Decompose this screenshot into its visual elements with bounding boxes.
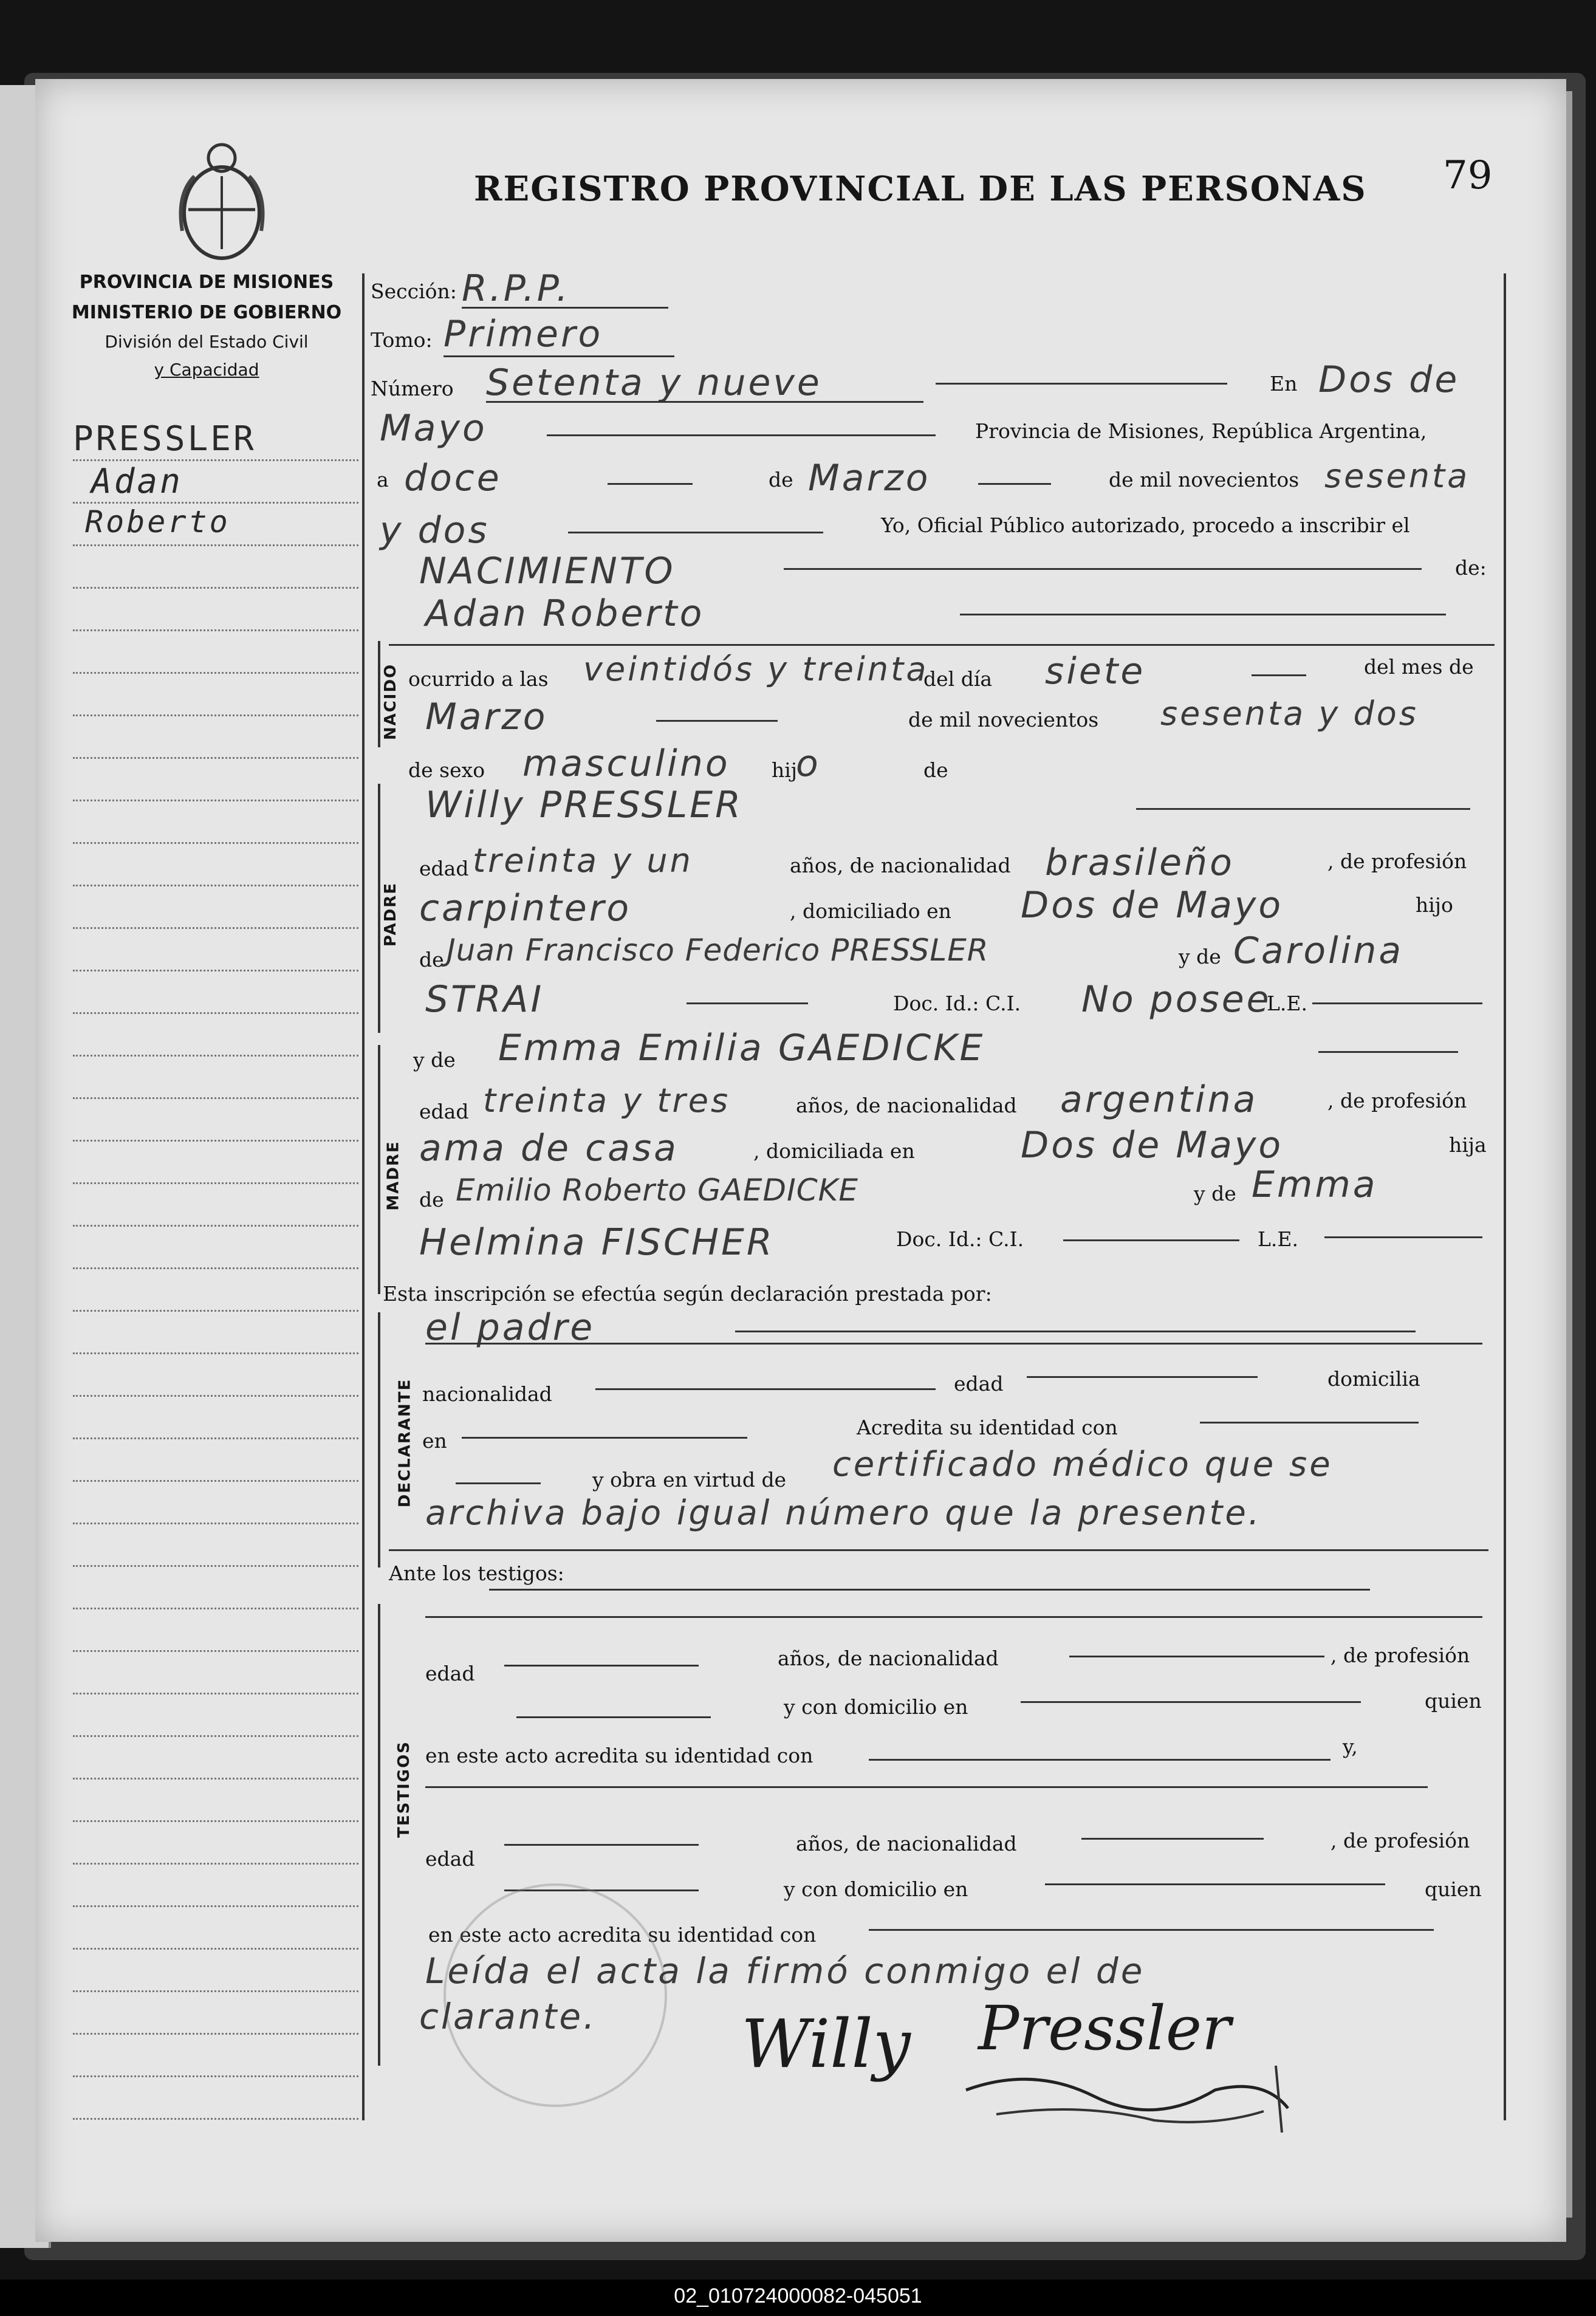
ocurrido-label: ocurrido a las xyxy=(408,667,549,691)
declarante-domicilia-label: domicilia xyxy=(1327,1367,1420,1391)
declarante-rule-2 xyxy=(425,1343,1482,1345)
margin-rule xyxy=(73,1565,358,1567)
month-rule xyxy=(978,483,1051,485)
testigo-2-edad-rule xyxy=(504,1844,699,1846)
padre-dom-label: , domiciliado en xyxy=(790,899,951,923)
margin-rule xyxy=(73,1437,358,1439)
madre-section-label: MADRE xyxy=(384,1140,403,1211)
testigo-2-prof-label: , de profesión xyxy=(1331,1829,1470,1852)
numero-rule xyxy=(486,401,923,403)
margin-rule xyxy=(73,1395,358,1397)
madre-mother-value: Emma xyxy=(1252,1163,1378,1206)
madre-y-de-label-2: y de xyxy=(1194,1182,1236,1205)
coat-of-arms-icon xyxy=(170,134,273,267)
testigo-2-dom-label: y con domicilio en xyxy=(784,1877,968,1901)
year-value: sesenta xyxy=(1324,457,1470,495)
declarante-en-rule xyxy=(462,1437,747,1439)
mother-surname-rule xyxy=(687,1002,808,1004)
testigo-1-edad-rule xyxy=(504,1665,699,1667)
birth-time-value: veintidós y treinta xyxy=(583,650,929,688)
testigo-1-rule xyxy=(425,1616,1482,1618)
margin-rule xyxy=(73,459,358,461)
padre-section-label: PADRE xyxy=(382,882,400,947)
margin-rule xyxy=(73,714,358,716)
declarante-nac-label: nacionalidad xyxy=(422,1382,552,1406)
madre-nac-label: años, de nacionalidad xyxy=(796,1094,1017,1117)
madre-edad-value: treinta y tres xyxy=(483,1081,731,1120)
margin-rule xyxy=(73,2118,358,2120)
padre-mother-value: Carolina xyxy=(1233,930,1404,972)
margin-rule xyxy=(73,1097,358,1099)
tomo-value: Primero xyxy=(444,313,603,355)
father-name-rule xyxy=(1136,808,1470,810)
mother-name-rule xyxy=(1318,1051,1458,1053)
padre-le-label: L.E. xyxy=(1267,992,1307,1015)
padre-doc-label: Doc. Id.: C.I. xyxy=(893,992,1021,1015)
declarante-value: el padre xyxy=(425,1306,595,1349)
signature-flourish xyxy=(960,2054,1300,2139)
margin-rule xyxy=(73,1267,358,1269)
testigo-2-quien-label: quien xyxy=(1425,1877,1482,1901)
padre-nac-label: años, de nacionalidad xyxy=(790,854,1011,877)
madre-prof-value: ama de casa xyxy=(419,1127,679,1170)
padre-prof-value: carpintero xyxy=(419,887,632,930)
testigos-intro: Ante los testigos: xyxy=(389,1561,564,1585)
nacido-section-label: NACIDO xyxy=(382,663,400,741)
margin-rule xyxy=(73,1480,358,1482)
declarante-nac-rule xyxy=(595,1388,936,1390)
tomo-label: Tomo: xyxy=(371,328,433,352)
madre-father-value: Emilio Roberto GAEDICKE xyxy=(456,1173,859,1208)
acto-rule xyxy=(784,568,1422,570)
madre-y-de-label: y de xyxy=(413,1048,456,1072)
day-rule xyxy=(1252,674,1306,676)
testigos-bracket xyxy=(378,1604,389,2066)
padre-edad-label: edad xyxy=(419,857,469,880)
a-label: a xyxy=(377,468,389,492)
testigo-1-nac-rule xyxy=(1069,1656,1324,1657)
numero-label: Número xyxy=(371,377,454,400)
margin-rule xyxy=(73,1693,358,1694)
testigo-1-y-label: y, xyxy=(1343,1735,1358,1758)
ministry-name: MINISTERIO DE GOBIERNO xyxy=(71,302,342,323)
margin-rule xyxy=(73,1352,358,1354)
sexo-value: masculino xyxy=(522,742,730,785)
declarante-section-label: DECLARANTE xyxy=(396,1378,414,1508)
margin-rule xyxy=(73,587,358,589)
testigo-1-dom-label: y con domicilio en xyxy=(784,1695,968,1719)
declarante-intro: Esta inscripción se efectúa según declaración prestada por: xyxy=(383,1282,992,1306)
testigo-2-nac-label: años, de nacionalidad xyxy=(796,1832,1017,1855)
register-title: REGISTRO PROVINCIAL DE LAS PERSONAS xyxy=(474,169,1367,209)
testigo-1-quien-label: quien xyxy=(1425,1689,1482,1713)
official-stamp xyxy=(444,1883,667,2107)
testigo-2-dom-rule xyxy=(1045,1883,1385,1885)
margin-rule xyxy=(73,1055,358,1057)
numero-rule-2 xyxy=(936,383,1227,385)
madre-doc-rule xyxy=(1063,1239,1239,1241)
registrant-rule xyxy=(960,614,1446,615)
testigo-1-edad-label: edad xyxy=(425,1662,475,1685)
nacido-top-rule xyxy=(389,644,1495,646)
testigo-2-nac-rule xyxy=(1081,1838,1264,1840)
padre-father-value: Juan Francisco Federico PRESSLER xyxy=(447,933,989,968)
declarante-obra-value-2: archiva bajo igual número que la presente. xyxy=(425,1493,1262,1533)
margin-rule xyxy=(73,800,358,801)
registrant-name: Adan Roberto xyxy=(425,592,705,635)
sexo-label: de sexo xyxy=(408,758,485,782)
padre-mother-surname: STRAI xyxy=(425,978,544,1021)
declarante-edad-rule xyxy=(1027,1376,1258,1378)
day-value: doce xyxy=(404,457,502,499)
margin-rule xyxy=(73,502,358,504)
padre-prof-label: , de profesión xyxy=(1327,849,1467,873)
testigo-1-acredita-rule xyxy=(869,1759,1331,1761)
margin-rule xyxy=(73,544,358,546)
margin-rule xyxy=(73,1310,358,1312)
margin-given-name-1: Adan xyxy=(91,462,183,501)
margin-surname: PRESSLER xyxy=(73,419,256,459)
mil-label-2: de mil novecientos xyxy=(908,708,1099,731)
testigo-2-rule xyxy=(425,1786,1428,1788)
month-value: Marzo xyxy=(808,457,931,499)
testigo-2-acredita-label: en este acto acredita su identidad con xyxy=(428,1923,817,1947)
del-dia-label: del día xyxy=(923,667,993,691)
madre-mother-value-2: Helmina FISCHER xyxy=(419,1221,775,1264)
page-number: 79 xyxy=(1443,153,1493,198)
testigos-rule xyxy=(489,1589,1370,1591)
oficial-text: Yo, Oficial Público autorizado, procedo a inscribir el xyxy=(881,513,1410,537)
margin-rule xyxy=(73,2033,358,2035)
margin-rule xyxy=(73,1650,358,1652)
margin-rule xyxy=(73,1990,358,1992)
mil-label: de mil novecientos xyxy=(1109,468,1300,492)
closing-line-1: Leída el acta la firmó conmigo el de xyxy=(425,1950,1145,1992)
margin-rule xyxy=(73,1012,358,1014)
closing-line-2: clarante. xyxy=(419,1996,597,2037)
madre-doc-label: Doc. Id.: C.I. xyxy=(896,1227,1024,1251)
testigo-1-prof-label: , de profesión xyxy=(1331,1643,1470,1667)
place-value-2: Mayo xyxy=(380,407,487,450)
margin-rule xyxy=(73,629,358,631)
declarant-signature: Willy xyxy=(741,2005,911,2083)
seccion-value: R.P.P. xyxy=(462,267,570,310)
acto-value: NACIMIENTO xyxy=(419,550,676,592)
margin-rule xyxy=(73,1608,358,1609)
declarante-acredita-label: Acredita su identidad con xyxy=(857,1416,1118,1439)
testigos-top-rule xyxy=(389,1549,1488,1551)
month-rule xyxy=(656,720,778,722)
margin-rule xyxy=(73,757,358,759)
declarante-obra-label: y obra en virtud de xyxy=(592,1468,787,1492)
hijo-label: hij xyxy=(772,758,798,782)
province-text: Provincia de Misiones, República Argentina, xyxy=(975,419,1427,443)
padre-edad-value: treinta y un xyxy=(473,841,693,880)
testigo-1-prof-rule xyxy=(516,1716,711,1718)
margin-rule xyxy=(73,1523,358,1524)
tomo-rule xyxy=(444,355,674,357)
margin-rule xyxy=(73,1948,358,1950)
issuer-block xyxy=(61,267,352,384)
de-label-2: de xyxy=(923,758,948,782)
madre-prof-label: , de profesión xyxy=(1327,1089,1467,1112)
division-name: División del Estado Civil xyxy=(104,332,309,352)
mother-name: Emma Emilia GAEDICKE xyxy=(498,1027,985,1069)
declarante-bracket xyxy=(378,1312,389,1567)
numero-value: Setenta y nueve xyxy=(486,361,822,404)
madre-edad-label: edad xyxy=(419,1100,469,1123)
testigo-1-nac-label: años, de nacionalidad xyxy=(778,1646,999,1670)
madre-de-label: de xyxy=(419,1188,444,1211)
testigo-2-edad-label: edad xyxy=(425,1847,475,1871)
padre-y-de-label: y de xyxy=(1179,945,1221,968)
margin-given-name-2: Roberto xyxy=(85,504,230,540)
de-label: de xyxy=(769,468,793,492)
margin-rule xyxy=(73,1820,358,1822)
testigo-1-acredita-label: en este acto acredita su identidad con xyxy=(425,1744,813,1767)
en-label: En xyxy=(1270,372,1298,396)
madre-le-label: L.E. xyxy=(1258,1227,1298,1251)
declarante-short-rule xyxy=(456,1482,541,1484)
seccion-rule xyxy=(462,307,668,309)
year-rule xyxy=(568,532,823,533)
madre-nac-value: argentina xyxy=(1060,1078,1258,1121)
declarante-acredita-rule xyxy=(1200,1422,1419,1424)
margin-rule xyxy=(73,1140,358,1142)
year-value-2: y dos xyxy=(380,509,490,552)
day-rule xyxy=(608,483,693,485)
declarante-edad-label: edad xyxy=(954,1372,1004,1396)
father-name: Willy PRESSLER xyxy=(425,784,743,826)
margin-rule xyxy=(73,927,358,929)
archive-file-id: 02_010724000082-045051 xyxy=(674,2284,922,2307)
official-signature: Pressler xyxy=(978,1993,1231,2064)
birth-day-value: siete xyxy=(1045,650,1146,693)
padre-de-label: de xyxy=(419,948,444,971)
margin-rule xyxy=(73,1225,358,1227)
margin-rule xyxy=(73,970,358,971)
margin-rule xyxy=(73,2075,358,2077)
madre-dom-label: , domiciliada en xyxy=(753,1139,915,1163)
hijo-value: o xyxy=(796,742,821,785)
margin-rule xyxy=(73,1182,358,1184)
testigos-section-label: TESTIGOS xyxy=(394,1741,413,1838)
margin-rule xyxy=(73,1905,358,1907)
margin-rule xyxy=(73,1863,358,1865)
margin-rule xyxy=(73,1735,358,1737)
margin-column xyxy=(73,419,358,2157)
birth-year-value: sesenta y dos xyxy=(1160,694,1419,733)
seccion-label: Sección: xyxy=(371,279,457,303)
place-value: Dos de xyxy=(1318,358,1460,401)
form-right-border xyxy=(1504,273,1506,2120)
padre-doc-value: No posee xyxy=(1081,978,1272,1021)
del-mes-label: del mes de xyxy=(1364,655,1474,679)
padre-dom-value: Dos de Mayo xyxy=(1021,884,1284,927)
madre-le-rule xyxy=(1324,1236,1482,1238)
form-left-border xyxy=(362,273,365,2120)
padre-nac-value: brasileño xyxy=(1045,841,1235,884)
declarante-en-label: en xyxy=(422,1429,447,1453)
madre-dom-value: Dos de Mayo xyxy=(1021,1124,1284,1167)
declarante-rule xyxy=(735,1331,1416,1332)
province-name: PROVINCIA DE MISIONES xyxy=(79,272,334,293)
margin-rule xyxy=(73,842,358,844)
declarante-obra-value: certificado médico que se xyxy=(832,1445,1333,1484)
margin-rule xyxy=(73,885,358,886)
margin-rule xyxy=(73,672,358,674)
de-colon-label: de: xyxy=(1455,556,1487,580)
padre-le-rule xyxy=(1312,1002,1482,1004)
testigo-1-dom-rule xyxy=(1021,1701,1361,1703)
padre-hijo-label: hijo xyxy=(1416,893,1453,917)
birth-month-value: Marzo xyxy=(425,696,548,738)
margin-rule xyxy=(73,1778,358,1780)
division-name-2: y Capacidad xyxy=(154,360,259,380)
testigo-2-acredita-rule xyxy=(869,1929,1434,1931)
place-rule xyxy=(547,434,936,436)
madre-hija-label: hija xyxy=(1449,1133,1487,1157)
